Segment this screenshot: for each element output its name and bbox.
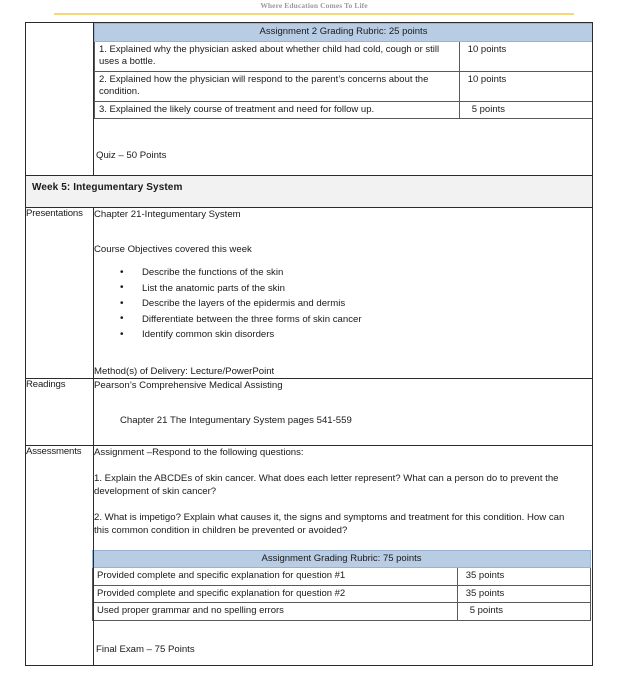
table-row — [95, 71, 593, 101]
rubric-points: 5 points — [459, 101, 592, 119]
rubric-header-row — [93, 550, 591, 568]
readings-chapter-pages: Chapter 21 The Integumentary System pages 541-559 — [120, 414, 352, 426]
rubric-points: 10 points — [459, 41, 592, 71]
assignment-rubric-title: Assignment Grading Rubric: 75 points — [93, 550, 591, 568]
table-row — [93, 568, 591, 586]
assessments-body-cell — [94, 445, 593, 665]
assignment-rubric-table — [92, 550, 591, 621]
rubric-points: 35 points — [457, 585, 590, 603]
syllabus-table — [25, 22, 593, 666]
site-tagline: Where Education Comes To Life — [260, 1, 368, 10]
course-objectives-list — [94, 265, 592, 343]
rubric-criterion: Provided complete and specific explanation for question #1 — [93, 568, 458, 586]
list-item: • List the anatomic parts of the skin — [120, 281, 592, 297]
rubric-criterion: 1. Explained why the physician asked about whether child had cold, cough or still uses a bottle. — [95, 41, 460, 71]
gold-divider-rule — [54, 13, 574, 15]
label-cell-empty — [26, 23, 94, 176]
readings-body-cell — [94, 378, 593, 445]
final-exam-line: Final Exam – 75 Points — [96, 643, 195, 655]
row-label-presentations: Presentations — [26, 208, 94, 379]
spacer — [94, 162, 592, 175]
spacer — [94, 537, 592, 550]
rubric-criterion: Used proper grammar and no spelling errors — [93, 603, 458, 621]
row-label-readings: Readings — [26, 378, 94, 445]
list-item: • Describe the layers of the epidermis and dermis — [120, 296, 592, 312]
assignment2-rubric-title: Assignment 2 Grading Rubric: 25 points — [95, 24, 593, 42]
rubric-points: 5 points — [457, 603, 590, 621]
page-header — [0, 0, 628, 15]
rubric-points: 10 points — [459, 71, 592, 101]
table-row-readings — [26, 378, 593, 445]
list-item: • Describe the functions of the skin — [120, 265, 592, 281]
spacer — [94, 621, 592, 643]
week-banner-row — [26, 176, 593, 208]
rubric-header-row — [95, 24, 593, 42]
assignment2-rubric-table — [94, 23, 593, 119]
assignment-intro: Assignment –Respond to the following questions: — [94, 446, 304, 458]
spacer — [94, 256, 592, 265]
row-label-assessments: Assessments — [26, 445, 94, 665]
presentations-body-cell — [94, 208, 593, 379]
spacer — [94, 392, 592, 414]
list-item: • Differentiate between the three forms of skin cancer — [120, 312, 592, 328]
quiz-points-line: Quiz – 50 Points — [96, 150, 167, 161]
table-row — [95, 41, 593, 71]
rubric-criterion: 2. Explained how the physician will respond to the parent’s concerns about the condition. — [95, 71, 460, 101]
table-row-assessments — [26, 445, 593, 665]
table-row — [93, 585, 591, 603]
table-row-assignment2 — [26, 23, 593, 176]
method-of-delivery: Method(s) of Delivery: Lecture/PowerPoint — [94, 365, 275, 377]
readings-text-title: Pearson’s Comprehensive Medical Assisting — [94, 379, 283, 391]
spacer — [94, 498, 592, 511]
objectives-heading: Course Objectives covered this week — [94, 244, 252, 255]
rubric-criterion: 3. Explained the likely course of treatment and need for follow up. — [95, 101, 460, 119]
week-banner-title: Week 5: Integumentary System — [26, 176, 593, 208]
assignment-question-1: 1. Explain the ABCDEs of skin cancer. What does each letter represent? What can a person do to prevent the development of skin cancer? — [94, 472, 559, 497]
rubric-points: 35 points — [457, 568, 590, 586]
presentation-chapter: Chapter 21-Integumentary System — [94, 209, 241, 220]
assignment-question-2: 2. What is impetigo? Explain what causes it, the signs and symptoms and treatment for this condition. How can this common condition in children be prevented or avoided? — [94, 511, 565, 536]
list-item: • Identify common skin disorders — [120, 327, 592, 343]
spacer — [94, 221, 592, 243]
rubric-criterion: Provided complete and specific explanation for question #2 — [93, 585, 458, 603]
table-row — [95, 101, 593, 119]
spacer — [94, 343, 592, 365]
table-row-presentations — [26, 208, 593, 379]
assignment2-body-cell — [94, 23, 593, 176]
spacer — [94, 119, 592, 149]
spacer — [94, 459, 592, 472]
spacer — [94, 656, 592, 665]
table-row — [93, 603, 591, 621]
